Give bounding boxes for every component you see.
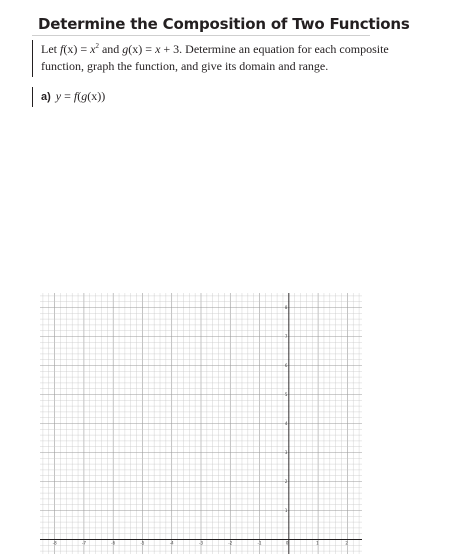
outer-f: f — [73, 89, 78, 103]
problem-statement — [32, 40, 411, 77]
inner-arg: (x) — [87, 89, 102, 103]
x-tick-label: -8 — [52, 540, 57, 546]
problem-line-2: function, graph the function, and give its domain and range. — [41, 59, 329, 73]
exponent: 2 — [95, 42, 99, 50]
y-tick-label: 5 — [284, 392, 288, 397]
x-squared-base: x — [90, 42, 96, 56]
let-text: Let — [41, 42, 60, 56]
g-arg: (x) — [128, 42, 143, 56]
f-name: f — [60, 42, 64, 56]
problem-line-1 — [41, 41, 411, 58]
g-name: g — [122, 42, 129, 56]
x-tick-label: -6 — [111, 540, 116, 546]
paren-close: ) — [101, 89, 106, 103]
equals-2: = — [142, 42, 156, 56]
x-tick-label: -4 — [169, 540, 174, 546]
f-arg: (x) — [63, 42, 78, 56]
plus-three-text: + 3. Determine an equation for each composite — [160, 42, 389, 56]
y-tick-label: 2 — [284, 479, 288, 484]
y-tick-label: 1 — [284, 508, 288, 513]
heading-underline — [32, 35, 370, 36]
x-tick-label: -5 — [140, 540, 145, 546]
x-tick-label: -1 — [257, 540, 262, 546]
paren-open: ( — [77, 89, 82, 103]
y-var: y — [55, 89, 62, 103]
x-tick-label: -7 — [81, 540, 86, 546]
y-tick-label: 6 — [284, 363, 288, 368]
equals: = — [61, 89, 74, 103]
x-tick-label: 0 — [285, 540, 289, 546]
inner-g: g — [81, 89, 88, 103]
equals-1: = — [77, 42, 91, 56]
and-text: and — [98, 42, 123, 56]
page-title: Determine the Composition of Two Functions — [38, 15, 410, 33]
y-tick-label: 3 — [284, 450, 288, 455]
y-tick-label: 8 — [284, 305, 288, 310]
y-tick-label: 4 — [284, 421, 288, 426]
y-tick-label: 7 — [284, 334, 288, 339]
x-tick-label: 1 — [316, 540, 319, 546]
x-tick-label: 2 — [345, 540, 348, 546]
part-a-label — [32, 87, 105, 107]
part-letter: a) — [41, 91, 51, 103]
x-tick-label: -3 — [199, 540, 203, 546]
x-tick-label: -2 — [228, 540, 233, 546]
x-term: x — [155, 42, 161, 56]
